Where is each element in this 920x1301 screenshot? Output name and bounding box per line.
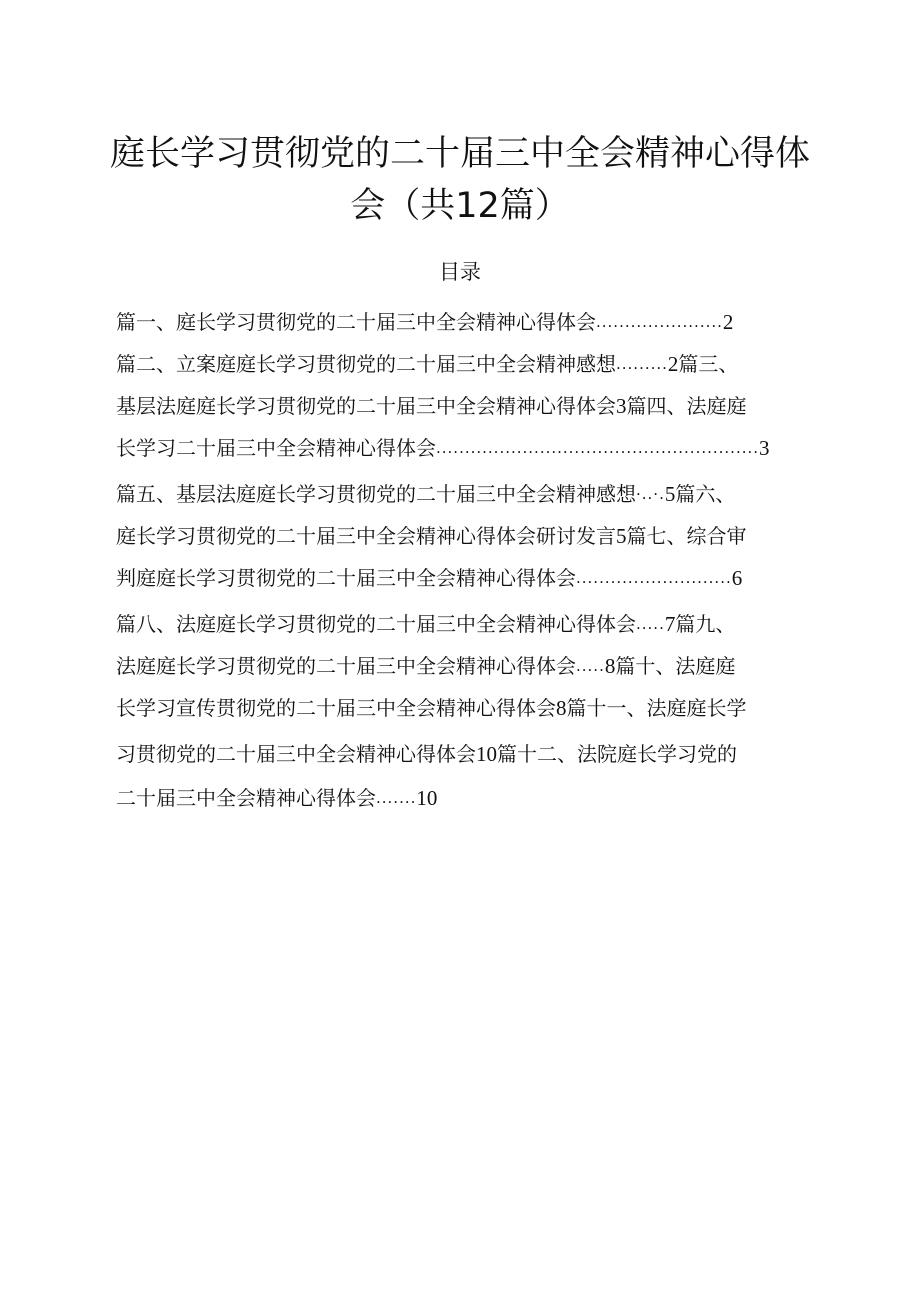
toc-line-12[interactable]: 二十届三中全会精神心得体会.......10 [116, 782, 437, 814]
toc-page-number: 6 [731, 566, 743, 590]
toc-leader: ...................... [596, 313, 723, 331]
toc-page-number: 3 [616, 394, 627, 418]
toc-leader: ........................... [576, 569, 732, 587]
toc-page-number: 10 [416, 786, 438, 810]
toc-line-3[interactable]: 基层法庭庭长学习贯彻党的二十届三中全会精神心得体会3篇四、法庭庭 [116, 394, 747, 418]
title-line-2: 会（共12篇） [350, 186, 570, 226]
toc-line-2[interactable]: 篇二、立案庭庭长学习贯彻党的二十届三中全会精神感想.........2篇三、 [116, 348, 738, 380]
toc-page-number: 3 [759, 436, 770, 460]
toc-page-number: 5 [616, 524, 627, 548]
toc-line-5[interactable]: 篇五、基层法庭庭长学习贯彻党的二十届三中全会精神感想·..·.5篇六、 [116, 478, 735, 510]
toc-page-number: 2 [722, 310, 734, 334]
toc-leader: ·..·. [636, 485, 665, 503]
toc-page-number: 7 [664, 612, 676, 636]
toc-leader: ....... [376, 789, 417, 807]
toc-page-number: 8 [556, 696, 567, 720]
toc-page-number: 10 [476, 742, 497, 766]
toc-line-1[interactable]: 篇一、庭长学习贯彻党的二十届三中全会精神心得体会......................2 [116, 306, 733, 338]
toc-page-number: 2 [667, 352, 679, 376]
toc-leader: ......... [616, 355, 668, 373]
toc-heading: 目录 [439, 260, 481, 284]
toc-leader: ..... [576, 657, 605, 675]
document-title [100, 128, 820, 232]
toc-line-6[interactable]: 庭长学习贯彻党的二十届三中全会精神心得体会研讨发言5篇七、综合审 [116, 524, 747, 548]
toc-line-10[interactable]: 长学习宣传贯彻党的二十届三中全会精神心得体会8篇十一、法庭庭长学 [116, 696, 747, 720]
toc-line-4[interactable]: 长学习二十届三中全会精神心得体会........................................................3 [116, 432, 770, 464]
toc-page-number: 8 [604, 654, 616, 678]
toc-leader: ..... [636, 615, 665, 633]
toc-line-8[interactable]: 篇八、法庭庭长学习贯彻党的二十届三中全会精神心得体会.....7篇九、 [116, 608, 735, 640]
title-line-1: 庭长学习贯彻党的二十届三中全会精神心得体 [109, 134, 810, 174]
toc-line-7[interactable]: 判庭庭长学习贯彻党的二十届三中全会精神心得体会...........................6 [116, 562, 742, 594]
toc-page-number: 5 [664, 482, 676, 506]
toc-line-9[interactable]: 法庭庭长学习贯彻党的二十届三中全会精神心得体会.....8篇十、法庭庭 [116, 650, 735, 682]
toc-leader: ........................................................ [436, 439, 760, 457]
toc-line-11[interactable]: 习贯彻党的二十届三中全会精神心得体会10篇十二、法院庭长学习党的 [116, 742, 737, 766]
